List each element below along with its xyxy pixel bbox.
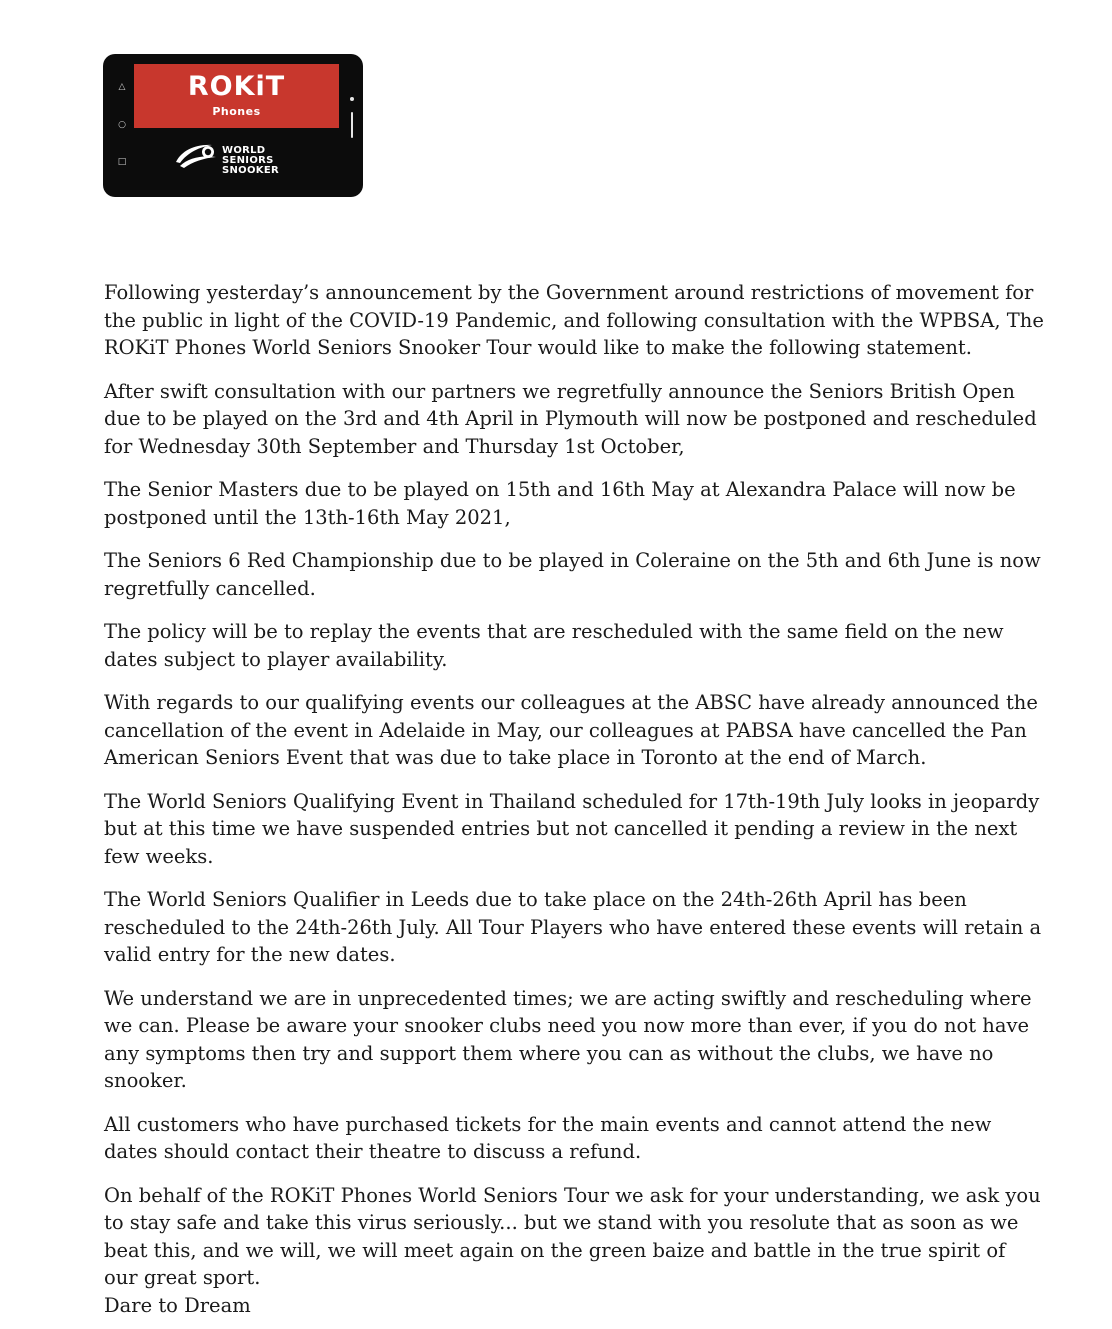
- statement-paragraph: The World Seniors Qualifier in Leeds due to take place on the 24th-26th April has been rescheduled to the 24th-26th July. All Tour Players who have entered these events will retain a valid entry for the new dates.: [104, 888, 1042, 966]
- phone-side-bar: [351, 112, 353, 138]
- sub-brand-text: [222, 146, 279, 176]
- statement-paragraph: The policy will be to replay the events that are rescheduled with the same field on the new dates subject to player availability.: [104, 620, 1004, 671]
- statement-paragraph: The Senior Masters due to be played on 15th and 16th May at Alexandra Palace will now be postponed until the 13th-16th May 2021,: [104, 478, 1016, 529]
- brand-name: ROKiT: [187, 71, 286, 102]
- closing-paragraph: [104, 1182, 1044, 1320]
- sub-brand-line: SENIORS: [222, 155, 274, 166]
- phone-camera-dot: [350, 97, 354, 101]
- signoff: Dare to Dream: [104, 1293, 251, 1317]
- triangle-icon: △: [118, 82, 126, 92]
- statement-body: [104, 279, 1044, 1319]
- logo-red-panel: [134, 64, 339, 128]
- statement-paragraph: All customers who have purchased tickets for the main events and cannot attend the new dates should contact their theatre to discuss a refund.: [104, 1112, 992, 1163]
- rokit-world-seniors-snooker-logo: [103, 54, 363, 197]
- circle-icon: ○: [118, 120, 126, 130]
- statement-paragraph: Following yesterday’s announcement by the Government around restrictions of movement for the public in light of the COVID-19 Pandemic, and following consultation with the WPBSA, The ROKiT Phones World Seniors Snooker Tour would like to make the following statement.: [104, 281, 1044, 359]
- phone-screen: [134, 64, 339, 187]
- sub-brand-line: WORLD: [222, 145, 266, 156]
- statement-paragraph: After swift consultation with our partners we regretfully announce the Seniors British Open due to be played on the 3rd and 4th April in Plymouth will now be postponed and rescheduled for Wednesday 30th September and Thursday 1st October,: [104, 379, 1037, 458]
- statement-paragraph: With regards to our qualifying events our colleagues at the ABSC have already announced the cancellation of the event in Adelaide in May, our colleagues at PABSA have cancelled the Pan American Seniors Event that was due to take place in Toronto at the end of March.: [104, 691, 1038, 769]
- statement-paragraph: The World Seniors Qualifying Event in Thailand scheduled for 17th-19th July looks in jeopardy but at this time we have suspended entries but not cancelled it pending a review in the next few weeks.: [104, 789, 1040, 868]
- closing-text: On behalf of the ROKiT Phones World Seniors Tour we ask for your understanding, we ask you to stay safe and take this virus seriously... but we stand with you resolute that as soon as we beat this, and we will, we will meet again on the green baize and battle in the true spirit of our great sport.: [104, 1183, 1041, 1289]
- statement-paragraph: We understand we are in unprecedented times; we are acting swiftly and rescheduling where we can. Please be aware your snooker clubs need you now more than ever, if you do not have any symptoms then try and support them where you can as without the clubs, we have no snooker.: [104, 986, 1032, 1092]
- square-icon: □: [117, 157, 127, 167]
- brand-subtitle: Phones: [212, 105, 261, 118]
- statement-paragraph: The Seniors 6 Red Championship due to be played in Coleraine on the 5th and 6th June is now regretfully cancelled.: [104, 549, 1041, 600]
- snooker-swoosh-icon: [172, 136, 220, 176]
- sub-brand-line: SNOOKER: [222, 165, 279, 176]
